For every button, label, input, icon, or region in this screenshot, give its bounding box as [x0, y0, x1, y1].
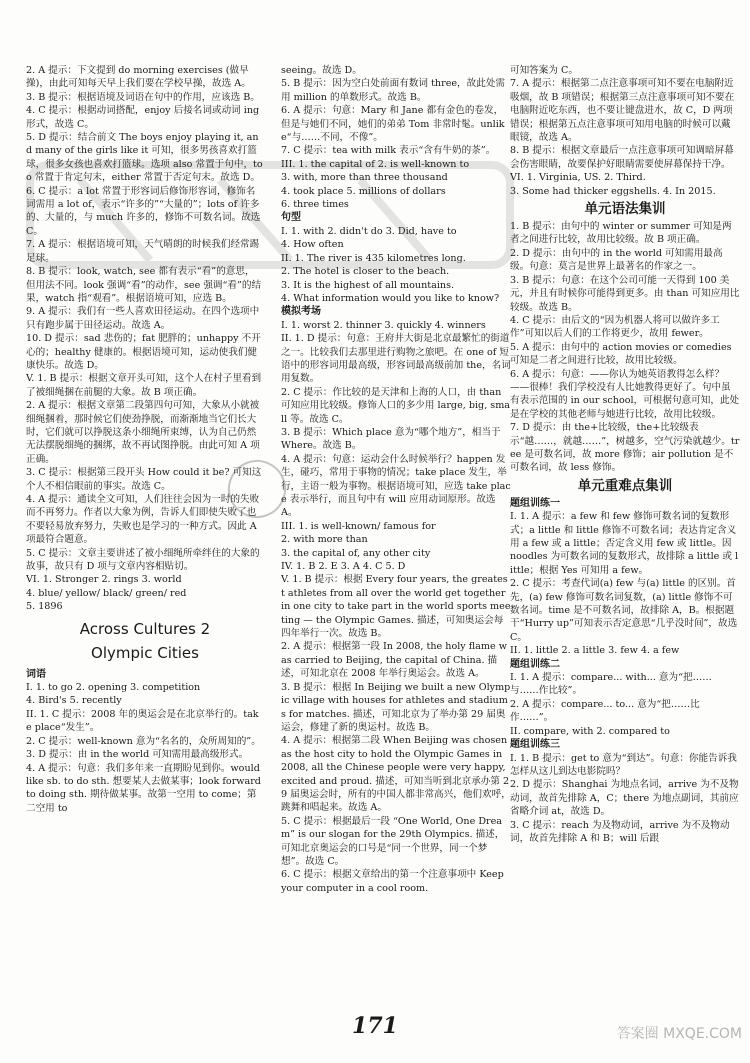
- answer-entry: 3. C 提示：根据第三段开头 How could it be? 可知这个人不相信眼前的事实。故选 C。: [26, 467, 262, 492]
- answer-entry: 7. C 提示：tea with milk 表示“含有牛奶的茶”。: [281, 145, 496, 157]
- answer-entry: I. 1. to go 2. opening 3. competition: [26, 682, 201, 694]
- answer-entry: 5. C 提示：文章主要讲述了被小细绳所牵绊住的大象的故事，故只有 D 项与文章内容相贴切。: [26, 547, 260, 573]
- answer-entry: 5. C 提示：根据最后一段 “One World, One Dream” is our slogan for the 29th Olympics. 描述，可知北京奥运会的口号是“同一个世界，同一个梦想”。故选 C。: [281, 815, 505, 867]
- section-heading: Across Cultures 2: [79, 619, 211, 638]
- background-watermark-logo: [20, 150, 520, 280]
- answer-entry: 可知答案为 C。: [510, 65, 578, 76]
- answer-entry: seeing。故选 D。: [281, 65, 362, 76]
- answer-entry: IV. 1. B 2. E 3. A 4. C 5. D: [281, 561, 406, 573]
- answer-entry: I. 1. A 提示：compare... with... 意为“把……与……作比较”。: [510, 672, 712, 697]
- answer-entry: 4. How often: [281, 239, 344, 251]
- answer-entry: 2. The hotel is closer to the beach.: [281, 266, 450, 278]
- answer-entry: 6. A 提示：句意：——你认为她英语教得怎么样？——很棒！我们学校没有人比她教得更好了。句中虽有表示范围的 in our school，可根据句意可知，此处是在学校的其他老师与她进行比较，故用比较级。: [510, 368, 740, 420]
- answer-entry: 2. A 提示：根据文章第二段第四句可知，大象从小就被细绳捆着，那时候它们使劲挣脱，而渐渐地当它们长大时，它们就可以挣脱这条小细绳所束缚，认为自己仍然无法摆脱细绳的捆绑，故不再试图挣脱。由此可知 A 项正确。: [26, 400, 260, 465]
- answer-entry: 5. B 提示：因为空白处前面有数词 three，故此处需用 million 的单数形式。故选 B。: [281, 78, 506, 103]
- answer-entry: 3. B 提示：句意：在这个公司可能一天得到 100 美元，并且有时候你可能得到更多。由 than 可知应用比较级。故选 B。: [510, 274, 740, 313]
- section-heading: 模拟考场: [281, 306, 321, 318]
- answer-entry: II. 1. C 提示：2008 年的奥运会是在北京举行的。take place“发生”。: [26, 708, 259, 734]
- answer-column-right: [510, 64, 740, 1014]
- answer-entry: 2. A 提示：compare... to... 意为“把……比作……”。: [510, 698, 700, 724]
- answer-entry: 4. A 提示：通读全文可知，人们往往会因为一时的失败而不再努力。作者以大象为例，告诉人们即使失败了也不要轻易放弃努力，失败也是学习的一种方式。因此 A 项最符合题意。: [26, 494, 260, 546]
- answer-entry: 2. A 提示：下文提到 do morning exercises (做早操)，由此可知每天早上我们要在学校早操，故选 A。: [26, 65, 251, 90]
- answer-entry: VI. 1. Virginia, US. 2. Third.: [510, 172, 646, 184]
- section-heading: 题组训练三: [510, 739, 560, 751]
- answer-entry: II. 1. D 提示：句意：王府井大街是北京最繁忙的街道之一。比较我们去那里进行购物之旅吧。在 one of 短语中的形容词用最高级，形容词最高级前加 the，名词用复数。: [281, 333, 511, 385]
- corner-watermark: 答案圈 MXQE.COM: [616, 1026, 742, 1042]
- answer-entry: 3. B 提示：Which place 意为“哪个地方”，相当于 Where。故选 B。: [281, 426, 501, 452]
- answer-entry: III. 1. is well-known/ famous for: [281, 520, 436, 532]
- answer-entry: II. 1. little 2. a little 3. few 4. a few: [510, 645, 680, 657]
- answer-entry: 2. with more than: [281, 534, 368, 546]
- answer-entry: 4. A 提示：句意：运动会什么时候举行？happen 发生，碰巧，常用于事物的情况；take place 发生，举行，主语一般为事物。根据语境可知，应选 take place 表示举行，而且句中有 will 应用动词原形。故选 A。: [281, 453, 511, 519]
- answer-entry: 6. C 提示：根据文章给出的第一个注意事项中 Keep your computer in a cool room.: [281, 869, 504, 894]
- answer-entry: 6. A 提示：句意：Mary 和 Jane 都有金色的卷发，但是与她们不同，她们的弟弟 Tom 非常时髦。unlike“与……不同，不像”。: [281, 105, 505, 144]
- section-heading: 句型: [281, 212, 301, 224]
- answer-entry: 3. the capital of, any other city: [281, 547, 431, 559]
- section-heading: 题组训练二: [510, 658, 560, 670]
- section-heading: 单元语法集训: [584, 201, 666, 218]
- answer-entry: 4. blue/ yellow/ black/ green/ red: [26, 587, 187, 599]
- answer-entry: 9. A 提示：我们有一些人喜欢田径运动。在四个选项中只有跑步属于田径运动。故选 A。: [26, 306, 260, 331]
- answer-entry: 2. C 提示：考查代词(a) few 与(a) little 的区别。首先，(a) few 修饰可数名词复数，(a) little 修饰不可数名词。time 是不可数名词，故排除 A，B。根据题干“Hurry up”可知表示否定意思“几乎没时间”，故选 C。: [510, 578, 738, 643]
- answer-entry: V. 1. B 提示：根据 Every four years, the greatest athletes from all over the world get together in one city to take part in the world sports meeting — the Olympic Games. 描述，可知奥运会每四年举行一次。故选 B。: [281, 574, 511, 640]
- answer-entry: 4. Bird's 5. recently: [26, 695, 122, 707]
- answer-entry: 3. It is the highest of all mountains.: [281, 279, 455, 291]
- page-number: 171: [352, 1013, 398, 1039]
- answer-entry: 8. B 提示：根据文章最后一点注意事项可知调暗屏幕会伤害眼睛，故要保护好眼睛需要使屏幕保持干净。: [510, 145, 734, 170]
- section-heading: Olympic Cities: [91, 643, 199, 662]
- answer-entry: I. 1. A 提示：a few 和 few 修饰可数名词的复数形式；a little 和 little 修饰不可数名词；表达肯定含义用 a few 或 a little；否定含义用 few 或 little。因 noodles 为可数名词的复数形式，故排除 a little 或 little；根据 Yes 可知用 a few。: [510, 511, 739, 576]
- answer-entry: 7. A 提示：根据第二点注意事项可知不要在电脑附近吸烟，故 B 项错误；根据第三点注意事项可知不要在电脑附近吃东西，也不要让键盘进水，故 C，D 两项错误；根据第五点注意事项可知用电脑的时候可以戴眼镜，故选 A。: [510, 78, 735, 144]
- answer-entry: 6. C 提示：a lot 常置于形容词后修饰形容词，修饰名词需用 a lot of，表示“许多的”“大量的”；lots of 许多的、大量的，与 much 许多的，修饰不可数名词。故选 C。: [26, 185, 261, 237]
- answer-entry: 3. B 提示：根据 In Beijing we built a new Olympic village with houses for athletes and stadiums for matches. 描述，可知北京为了举办第 29 届奥运会，修建了新的奥运村。故选 B。: [281, 681, 511, 733]
- answer-entry: 2. C 提示：作比较的是天津和上海的人口，由 than 可知应用比较级。修饰人口的多少用 large, big, small 等。故选 C。: [281, 386, 511, 425]
- answer-entry: 7. A 提示：根据语境可知，天气晴朗的时候我们经常踢足球。: [26, 239, 260, 264]
- answer-entry: II. compare, with 2. compared to: [510, 725, 670, 737]
- answer-entry: 8. B 提示：look, watch, see 都有表示“看”的意思，但用法不同。look 强调“看”的动作，see 强调“看”的结果，watch 指“观看”。根据语境可知，应选 B。: [26, 266, 262, 304]
- answer-entry: I. 1. with 2. didn't do 3. Did, have to: [281, 225, 457, 237]
- answer-entry: 4. What information would you like to know?: [281, 292, 500, 304]
- answer-entry: 4. C 提示：由后文的“因为机器人将可以做许多工作”可知以后人们的工作将更少，故用 fewer。: [510, 314, 720, 340]
- answer-entry: 7. D 提示：由 the+比较级，the+比较级表示“越……，就越……”，树越多，空气污染就越少。tree 是可数名词，故 more 修饰；air pollution 是不可数名词，故 less 修饰。: [510, 422, 740, 474]
- answer-entry: 2. D 提示：由句中的 in the world 可知需用最高级。句意：莫言是世界上最著名的作家之一。: [510, 247, 723, 273]
- answer-entry: 4. A 提示：句意：我们多年来一直期盼见到你。would like sb. to do sth. 想要某人去做某事；look forward to doing sth. 期待做某事。故第一空用 to come；第二空用 to: [26, 762, 261, 814]
- answer-entry: 6. three times: [281, 199, 349, 211]
- answer-entry: 4. C 提示：根据动词搭配，enjoy 后接名词或动词 ing 形式，故选 C。: [26, 105, 260, 130]
- answer-entry: I. 1. B 提示：get to 意为“到达”。句意：你能告诉我怎样从这儿到达电影院吗？: [510, 752, 737, 777]
- answer-entry: I. 1. worst 2. thinner 3. quickly 4. winners: [281, 319, 486, 331]
- answer-entry: 2. A 提示：根据第一段 In 2008, the holy flame was carried to Beijing, the capital of China. 描述，可知北京在 2008 年举行奥运会。故选 A。: [281, 641, 507, 680]
- answer-entry: 1. B 提示：由句中的 winter or summer 可知是两者之间进行比较，故用比较级。故 B 项正确。: [510, 221, 732, 246]
- answer-entry: 2. D 提示：Shanghai 为地点名词，arrive 为不及物动词，故首先排除 A，C；there 为地点副词，其前应省略介词 at，故选 D。: [510, 779, 739, 818]
- answer-entry: 3. Some had thicker eggshells. 4. In 2015.: [510, 185, 716, 197]
- section-heading: 单元重难点集训: [577, 477, 673, 494]
- answer-entry: 4. took place 5. millions of dollars: [281, 185, 446, 197]
- answer-entry: 5. A 提示：由句中的 action movies or comedies 可知是二者之间进行比较，故用比较级。: [510, 341, 732, 367]
- answer-entry: 5. D 提示：结合前文 The boys enjoy playing it, and many of the girls like it 可知，很多男孩喜欢打篮球，很多女孩也喜欢打篮球。选项 also 常置于句中，too 常置于肯定句末，either 常置于否定句末。故选 D。: [26, 132, 263, 184]
- section-heading: 题组训练一: [510, 497, 560, 509]
- answer-entry: 3. C 提示：reach 为及物动词，arrive 为不及物动词，故首先排除 A 和 B；will 后跟: [510, 819, 730, 844]
- answer-entry: 3. B 提示：根据语境及词语在句中的作用，应该选 B。: [26, 91, 260, 103]
- answer-entry: VI. 1. Stronger 2. rings 3. world: [26, 574, 182, 586]
- answer-entry: 3. D 提示：由 in the world 可知需用最高级形式。: [26, 749, 249, 761]
- answer-entry: II. 1. The river is 435 kilometres long.: [281, 252, 466, 264]
- answer-entry: V. 1. B 提示：根据文章开头可知，这个人在村子里看到了被细绳捆在前腿的大象。故 B 项正确。: [26, 373, 262, 398]
- section-heading: 词语: [26, 668, 46, 680]
- answer-entry: 3. with, more than three thousand: [281, 172, 448, 184]
- answer-entry: 4. A 提示：根据第二段 When Beijing was chosen as the host city to hold the Olympic Games in 2008, all the Chinese people were very happy, excited and proud. 描述，可知当听到北京承办第 29 届奥运会时，所有的中国人都非常高兴，他们欢呼，跳舞和唱起来。故选 A。: [281, 735, 511, 814]
- answer-entry: III. 1. the capital of 2. is well-known to: [281, 158, 470, 170]
- answer-entry: 10. D 提示：sad 悲伤的；fat 肥胖的；unhappy 不开心的；healthy 健康的。根据语境可知，运动使我们健康快乐。故选 D。: [26, 333, 261, 371]
- answer-entry: 2. C 提示：well-known 意为“名名的，众所周知的”。: [26, 735, 261, 747]
- answer-entry: 5. 1896: [26, 601, 63, 613]
